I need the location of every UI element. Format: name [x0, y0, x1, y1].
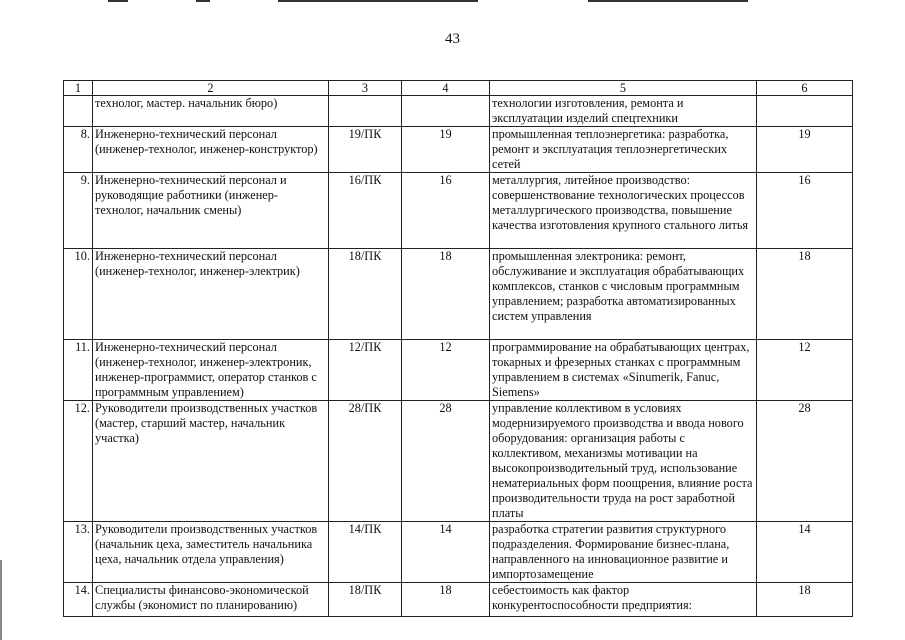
staff-category: Руководители производственных участков (начальник цеха, заместитель начальника цеха, начальник отдела управления) — [93, 522, 329, 583]
column-header: 2 — [93, 81, 329, 96]
column-header: 3 — [329, 81, 402, 96]
total-hours: 28 — [757, 401, 853, 522]
column-header: 1 — [64, 81, 93, 96]
program-code: 12/ПК — [329, 340, 402, 401]
hours: 16 — [402, 173, 490, 249]
training-programs-table — [63, 80, 853, 617]
program-topic: промышленная электроника: ремонт, обслуживание и эксплуатация обрабатывающих комплексов, станков с числовым программным управлением; разработка автоматизированных систем управления — [490, 249, 757, 340]
hours: 18 — [402, 249, 490, 340]
total-hours: 16 — [757, 173, 853, 249]
program-topic: управление коллективом в условиях модернизируемого производства и ввода нового оборудования: организация работы с коллективом, механизмы мотивации на высокопроизводительный труд, использование нематериальных форм поощрения, влияние роста производительности труда на рост заработной платы — [490, 401, 757, 522]
row-number: 12. — [64, 401, 93, 522]
hours: 14 — [402, 522, 490, 583]
staff-category: Специалисты финансово-экономической службы (экономист по планированию) — [93, 583, 329, 617]
program-code: 18/ПК — [329, 583, 402, 617]
scan-artifact-line — [196, 0, 210, 2]
row-number: 14. — [64, 583, 93, 617]
staff-category: Инженерно-технический персонал (инженер-технолог, инженер-электроник, инженер-программист, оператор станков с программным управлением) — [93, 340, 329, 401]
program-code: 18/ПК — [329, 249, 402, 340]
staff-category: Инженерно-технический персонал (инженер-технолог, инженер-конструктор) — [93, 127, 329, 173]
scan-edge — [0, 560, 2, 640]
total-hours: 18 — [757, 249, 853, 340]
row-number: 8. — [64, 127, 93, 173]
program-topic: металлургия, литейное производство: совершенствование технологических процессов металлургического производства, повышение качества изготовления крупного стального литья — [490, 173, 757, 249]
table-row — [64, 340, 853, 401]
staff-category: Инженерно-технический персонал и руководящие работники (инженер-технолог, начальник смены) — [93, 173, 329, 249]
staff-category: технолог, мастер. начальник бюро) — [93, 96, 329, 127]
table-row — [64, 96, 853, 127]
hours: 28 — [402, 401, 490, 522]
program-code — [329, 96, 402, 127]
hours: 12 — [402, 340, 490, 401]
program-topic: программирование на обрабатывающих центрах, токарных и фрезерных станках с программным управлением в системах «Sinumerik, Fanuc, Siemens» — [490, 340, 757, 401]
row-number: 13. — [64, 522, 93, 583]
staff-category: Руководители производственных участков (мастер, старший мастер, начальник участка) — [93, 401, 329, 522]
program-topic: разработка стратегии развития структурного подразделения. Формирование бизнес-плана, направленного на инновационное развитие и импортозамещение — [490, 522, 757, 583]
table-row — [64, 522, 853, 583]
column-header: 6 — [757, 81, 853, 96]
hours: 19 — [402, 127, 490, 173]
program-topic: технологии изготовления, ремонта и эксплуатации изделий спецтехники — [490, 96, 757, 127]
hours — [402, 96, 490, 127]
table-row — [64, 401, 853, 522]
total-hours — [757, 96, 853, 127]
program-code: 19/ПК — [329, 127, 402, 173]
table-row — [64, 583, 853, 617]
column-header: 4 — [402, 81, 490, 96]
staff-category: Инженерно-технический персонал (инженер-технолог, инженер-электрик) — [93, 249, 329, 340]
scan-artifact-line — [588, 0, 748, 2]
scan-artifact-line — [278, 0, 478, 2]
table-header-row — [64, 81, 853, 96]
row-number: 11. — [64, 340, 93, 401]
total-hours: 19 — [757, 127, 853, 173]
table-row — [64, 249, 853, 340]
total-hours: 14 — [757, 522, 853, 583]
program-code: 28/ПК — [329, 401, 402, 522]
total-hours: 18 — [757, 583, 853, 617]
row-number — [64, 96, 93, 127]
program-code: 16/ПК — [329, 173, 402, 249]
table-row — [64, 127, 853, 173]
program-topic: себестоимость как фактор конкурентоспособности предприятия: — [490, 583, 757, 617]
program-topic: промышленная теплоэнергетика: разработка, ремонт и эксплуатация теплоэнергетических сетей — [490, 127, 757, 173]
scan-artifact-line — [108, 0, 128, 2]
table-row — [64, 173, 853, 249]
page-number: 43 — [445, 31, 460, 47]
row-number: 10. — [64, 249, 93, 340]
program-code: 14/ПК — [329, 522, 402, 583]
column-header: 5 — [490, 81, 757, 96]
total-hours: 12 — [757, 340, 853, 401]
hours: 18 — [402, 583, 490, 617]
row-number: 9. — [64, 173, 93, 249]
